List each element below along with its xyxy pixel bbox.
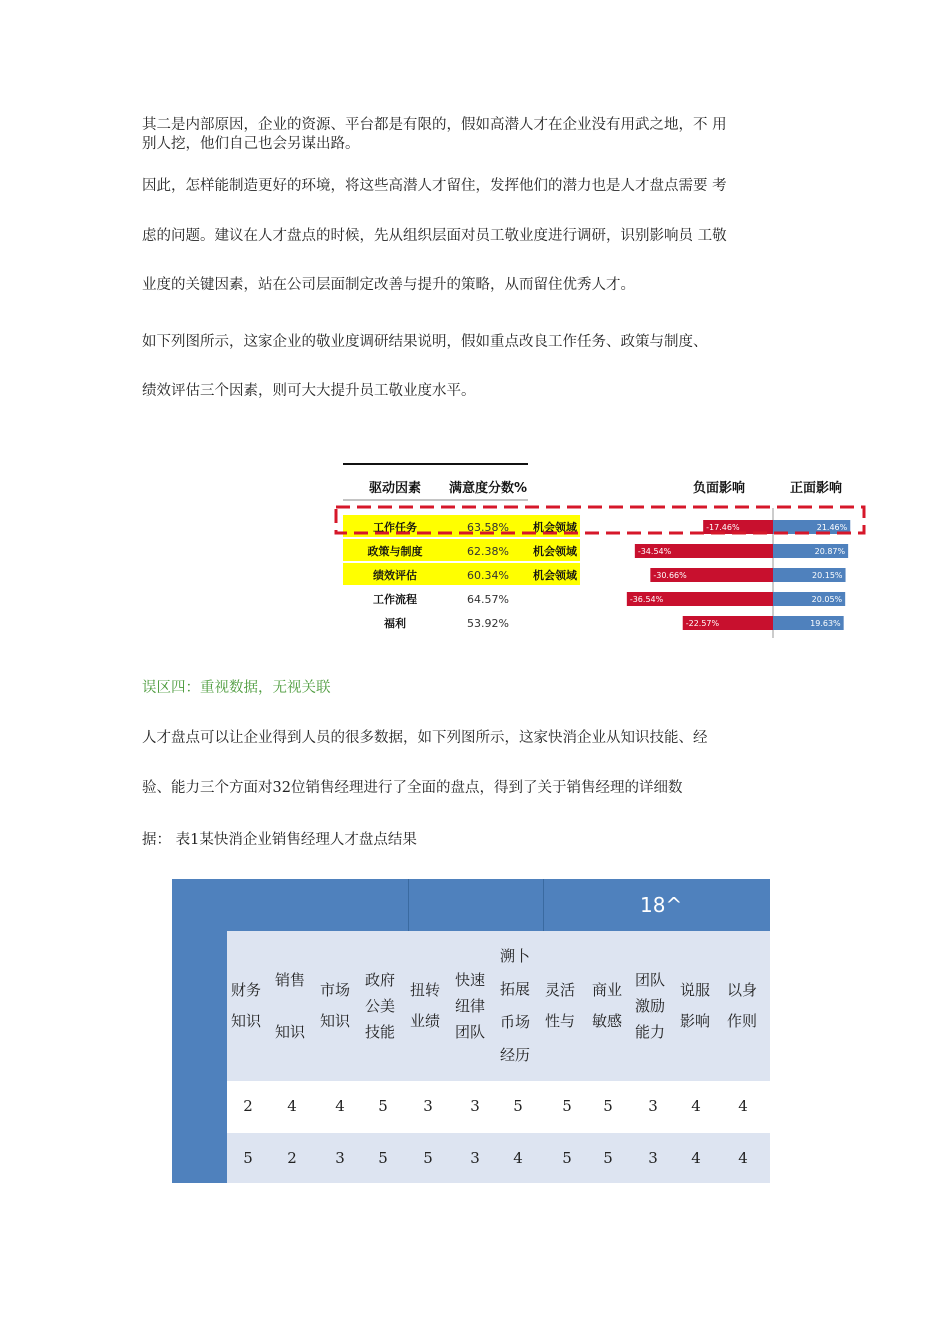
table-cell: 2 [287,1149,297,1167]
table-cell: 5 [423,1149,433,1167]
table-cell: 5 [603,1149,613,1167]
table-cell: 4 [287,1097,297,1115]
column-header-text: 经历 [500,1046,531,1064]
opportunity-tag: 机会领域 [533,545,577,558]
paragraph-line: 虑的问题。建议在人才盘点的时候，先从组织层面对员工敬业度进行调研，识别影响员 工敬 [142,228,727,244]
negative-bar-label: -36.54% [629,595,664,604]
table-cell: 2 [243,1097,253,1115]
table-cell: 3 [648,1097,658,1115]
column-header-text: 影响 [680,1012,711,1030]
paragraph-line: 人才盘点可以让企业得到人员的很多数据，如下列图所示，这家快消企业从知识技能、经 [142,730,708,746]
column-header-text: 拓展 [500,980,531,998]
driver-label: 工作任务 [373,521,417,534]
column-header-text: 政府 [365,970,396,989]
table-cell: 3 [423,1097,433,1115]
column-header-text: 财务 [231,981,262,999]
engagement-driver-chart [333,462,873,642]
paragraph-line: 如下列图所示，这家企业的敬业度调研结果说明，假如重点改良工作任务、政策与制度、 [142,334,708,350]
table-cell: 5 [513,1097,523,1115]
paragraph-line: 验、能力三个方面对32位销售经理进行了全面的盘点，得到了关于销售经理的详细数 [142,780,683,796]
table-cell: 4 [738,1097,748,1115]
table-cell: 4 [335,1097,345,1115]
column-header-text: 业绩 [410,1012,441,1030]
column-header-text: 性与 [545,1012,576,1030]
satisfaction-value: 60.34% [467,569,509,582]
table-cell: 4 [513,1149,523,1167]
paragraph-line: 据： 表1某快消企业销售经理人才盘点结果 [142,832,417,848]
column-header-text: 商业 [592,981,623,999]
positive-bar-label: 20.87% [814,547,846,556]
column-header-text: 团队 [635,970,666,989]
table-cell: 3 [335,1149,345,1167]
column-header-text: 纽律 [455,996,486,1015]
column-header-text: 作则 [727,1012,758,1030]
table-cell: 5 [243,1149,253,1167]
positive-bar-label: 21.46% [816,523,848,532]
positive-bar-label: 20.05% [811,595,843,604]
column-header-text: 团队 [455,1022,486,1041]
table-cell: 3 [648,1149,658,1167]
satisfaction-value: 62.38% [467,545,509,558]
column-header-row [227,931,770,1081]
column-header-text: 以身 [727,981,758,999]
driver-label: 工作流程 [373,593,417,606]
table-cell: 4 [691,1149,701,1167]
table-cell: 4 [691,1097,701,1115]
column-header-text: 币场 [500,1013,531,1031]
column-header-text: 扭转 [410,981,441,999]
column-header-text: 知识 [275,1022,306,1041]
group-header-cell [409,879,544,931]
driver-label: 政策与制度 [367,545,423,558]
opportunity-tag: 机会领域 [533,569,577,582]
paragraph-line: 绩效评估三个因素，则可大大提升员工敬业度水平。 [142,383,476,399]
column-header-text: 能力 [635,1022,666,1041]
group-header-cell [544,879,770,931]
group-header-label: 18^ [640,893,683,917]
column-header-text: 溯卜 [500,947,531,965]
column-header-text: 知识 [320,1012,351,1030]
positive-bar-label: 19.63% [810,619,841,628]
table-cell: 5 [562,1097,572,1115]
row-header-column [172,879,227,1183]
column-header-text: 公美 [365,996,396,1015]
group-header-cell [227,879,409,931]
negative-bar-label: -22.57% [685,619,720,628]
header-satisfaction: 满意度分数% [448,481,528,496]
paragraph-line: 业度的关键因素，站在公司层面制定改善与提升的策略，从而留住优秀人才。 [142,277,635,293]
table-cell: 5 [562,1149,572,1167]
driver-label: 绩效评估 [373,569,417,582]
paragraph-line: 其二是内部原因，企业的资源、平台都是有限的，假如高潜人才在企业没有用武之地，不 用 [142,117,727,133]
section-heading: 误区四：重视数据，无视关联 [142,680,331,696]
satisfaction-value: 53.92% [467,617,509,630]
negative-bar-label: -30.66% [653,571,687,580]
column-header-text: 快速 [455,970,486,989]
column-header-text: 市场 [320,981,351,999]
table-cell: 5 [603,1097,613,1115]
talent-review-table [172,879,770,1183]
column-header-text: 销售 [275,970,306,989]
header-driver: 驱动因素 [368,481,422,496]
table-cell: 3 [470,1149,480,1167]
opportunity-tag: 机会领域 [533,521,577,534]
satisfaction-value: 64.57% [467,593,509,606]
table-cell: 3 [470,1097,480,1115]
satisfaction-value: 63.58% [467,521,509,534]
column-header-text: 技能 [365,1022,396,1041]
paragraph-line: 因此，怎样能制造更好的环境，将这些高潜人才留住，发挥他们的潜力也是人才盘点需要 考 [142,178,727,194]
negative-bar-label: -17.46% [706,523,740,532]
negative-bar-label: -34.54% [637,547,672,556]
column-header-text: 激励 [635,996,666,1015]
column-header-text: 知识 [231,1012,262,1030]
table-cell: 5 [378,1097,388,1115]
column-header-text: 灵活 [545,981,576,999]
column-header-text: 敏感 [592,1012,623,1030]
positive-bar-label: 20.15% [812,571,843,580]
header-negative: 负面影响 [692,481,746,496]
table-cell: 4 [738,1149,748,1167]
table-cell: 5 [378,1149,388,1167]
driver-label: 福利 [384,617,406,630]
paragraph-line: 别人挖，他们自己也会另谋出路。 [142,136,360,152]
column-header-text: 说服 [680,981,711,999]
header-positive: 正面影响 [789,481,843,496]
